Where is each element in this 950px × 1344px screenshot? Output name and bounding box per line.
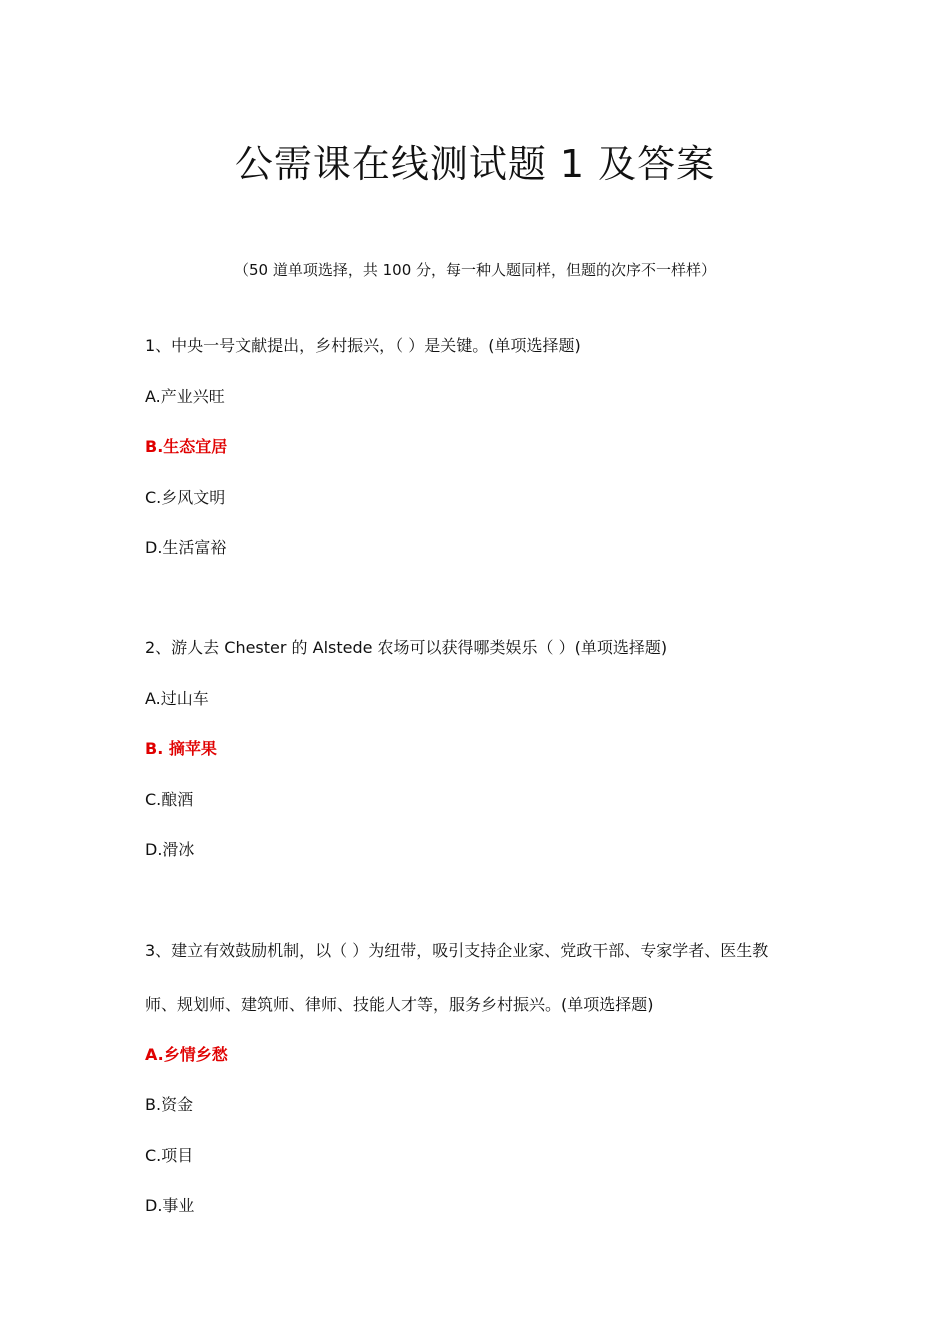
question-2-option-b-correct: B. 摘苹果 (145, 739, 217, 758)
question-3-option-d: D.事业 (145, 1196, 195, 1215)
page-title: 公需课在线测试题 1 及答案 (234, 142, 716, 186)
question-2-text: 2、游人去 Chester 的 Alstede 农场可以获得哪类娱乐（ ）(单项选择题) (145, 638, 668, 657)
question-1-option-a: A.产业兴旺 (145, 387, 225, 406)
question-3-option-a-correct: A.乡情乡愁 (145, 1045, 228, 1064)
question-3-text-line-2: 师、规划师、建筑师、律师、技能人才等，服务乡村振兴。(单项选择题) (145, 995, 654, 1014)
question-1-option-b-correct: B.生态宜居 (145, 437, 228, 456)
question-3-text-line-1: 3、建立有效鼓励机制，以（ ）为纽带，吸引支持企业家、党政干部、专家学者、医生教 (145, 941, 769, 960)
question-1-option-c: C.乡风文明 (145, 488, 226, 507)
question-1-option-d: D.生活富裕 (145, 538, 227, 557)
exam-instructions: （50 道单项选择，共 100 分，每一种人题同样，但题的次序不一样样） (233, 261, 717, 279)
question-2-option-c: C.酿酒 (145, 790, 194, 809)
question-3-option-b: B.资金 (145, 1095, 194, 1114)
question-2-option-a: A.过山车 (145, 689, 209, 708)
question-3-option-c: C.项目 (145, 1146, 194, 1165)
question-1-text: 1、中央一号文献提出，乡村振兴，（ ）是关键。(单项选择题) (145, 336, 581, 355)
question-2-option-d: D.滑冰 (145, 840, 195, 859)
